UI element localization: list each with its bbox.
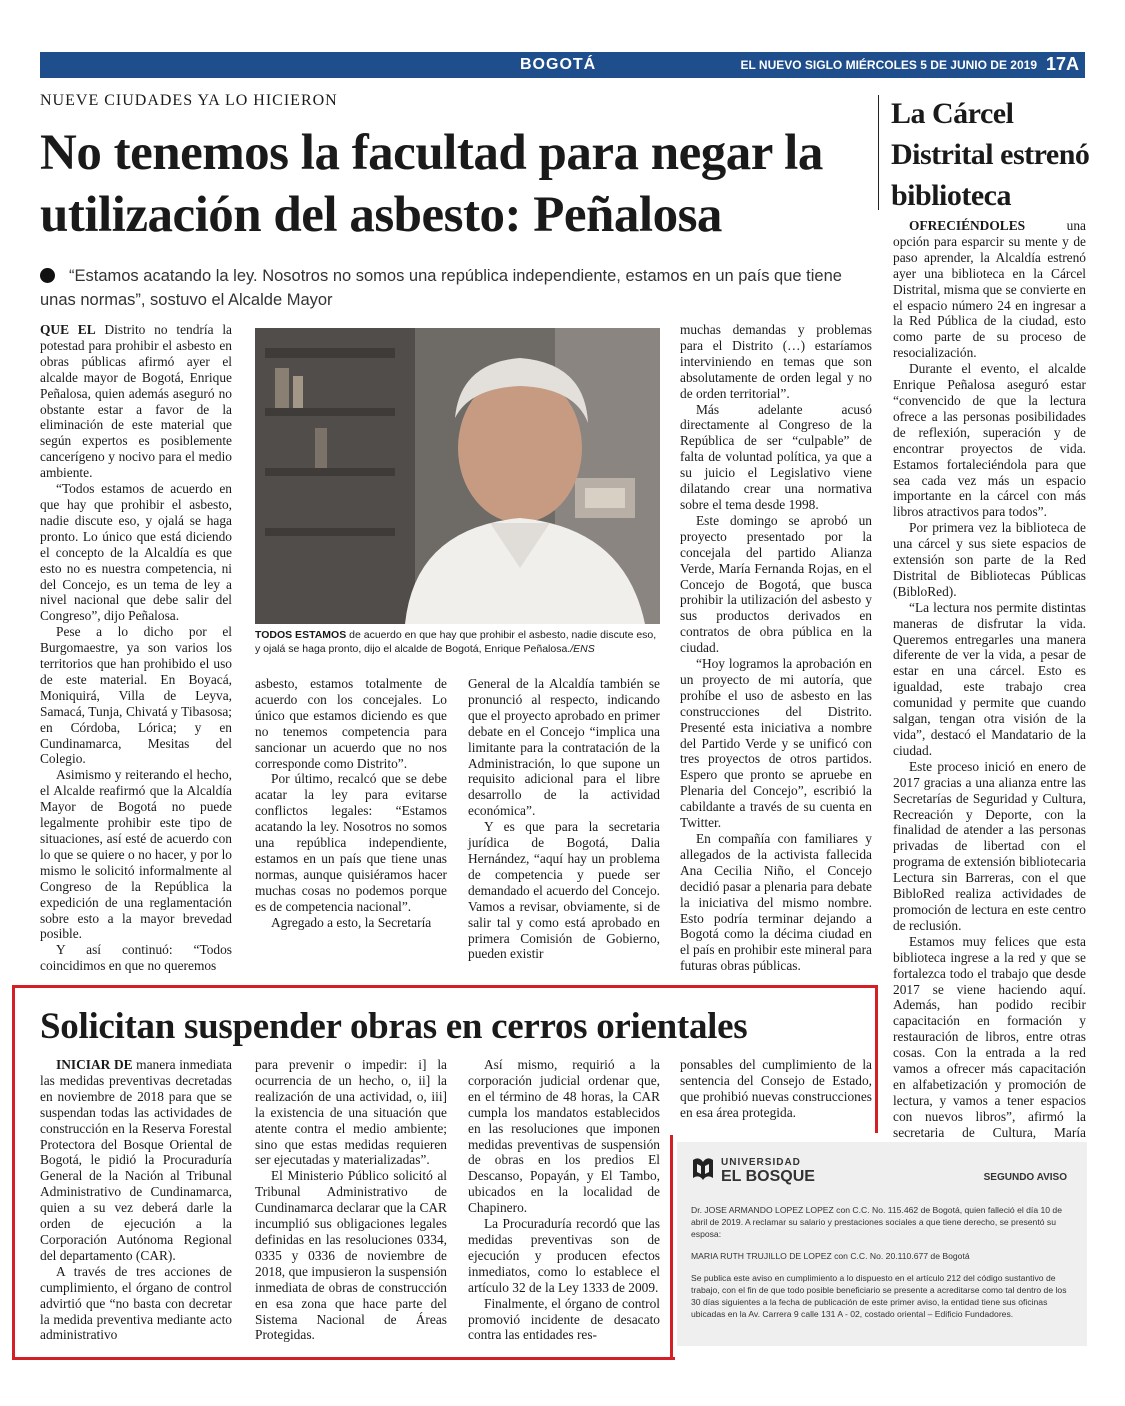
article-kicker: NUEVE CIUDADES YA LO HICIERON bbox=[40, 92, 338, 109]
paragraph: Pese a lo dicho por el Burgomaestre, ya son varios los territorios que han prohibido el uso de este material. En Boyacá, Moniquirá, Villa de Leyva, Samacá, Tunja, Chivatá y Tibasosa; en Córdoba, Lórica; y en Cundinamarca, Mesitas del Colegio. bbox=[40, 624, 232, 767]
main-column-4 bbox=[680, 322, 872, 974]
paragraph: Más adelante acusó directamente al Congreso de la República de ser “culpable” de falta de voluntad política, ya que a su juicio el Legislativo viene dilatando crear una normativa sobre el tema desde 1998. bbox=[680, 401, 872, 512]
paragraph: asbesto, estamos totalmente de acuerdo con los concejales. Lo único que estamos diciendo es que no tenemos competencia para sancionar un acuerdo que no nos corresponde como Distrito”. bbox=[255, 676, 447, 771]
paragraph: “Hoy logramos la aprobación en un proyecto de mi autoría, que prohíbe el uso de asbesto en las construcciones del Distrito. Presenté esta iniciativa a nombre del Partido Verde y se unificó con tres proyectos de otros partidos. Espero que pronto se apruebe en Plenaria del Concejo”, escribió la cabildante a través de su cuenta en Twitter. bbox=[680, 656, 872, 831]
photo-illustration bbox=[255, 328, 660, 624]
paragraph: General de la Alcaldía también se pronunció al respecto, indicando que el proyecto aprobado en primer debate en el Concejo “implica una limitante para la contratación de la Administración, lo que supone un requisito adicional para el libre desarrollo de la actividad económica”. bbox=[468, 676, 660, 819]
paragraph: Este proceso inició en enero de 2017 gracias a una alianza entre las Secretarías de Seguridad y Cultura, Recreación y Deporte, con la finalidad de atender a las personas privadas de libertad con el programa de extensión bibliotecaria Lectura sin Barreras, con el que BibloRed realiza actividades de promoción de lectura en este centro de reclusión. bbox=[893, 758, 1086, 933]
paragraph: A través de tres acciones de cumplimiento, el órgano de control advirtió que “no basta con decretar la medida preventiva mediante acto administrativo bbox=[40, 1263, 232, 1343]
mayor-photo bbox=[255, 328, 660, 624]
notice-paragraph: MARIA RUTH TRUJILLO DE LOPEZ con C.C. No. 20.110.677 de Bogotá bbox=[691, 1251, 970, 1261]
second-column-1 bbox=[40, 1057, 232, 1343]
lead-in: OFRECIÉNDOLES bbox=[909, 218, 1026, 233]
notice-body bbox=[691, 1204, 1071, 1330]
paragraph: Finalmente, el órgano de control promovió incidente de desacato contra las entidades res- bbox=[468, 1295, 660, 1343]
paragraph: Así mismo, requirió a la corporación judicial ordenar que, en el término de 48 horas, la CAR cumpla los mandatos establecidos en las resoluciones que imponen medidas preventivas de suspensión de obras en los predios El Descanso, Popayán, y El Tambo, ubicados en la localidad de Chapinero. bbox=[468, 1057, 660, 1216]
notice-paragraph: Dr. JOSE ARMANDO LOPEZ LOPEZ con C.C. No. 115.462 de Bogotá, quien falleció el día 10 de abril de 2019. A reclamar su salario y prestaciones sociales a que tiene derecho, se presentó su esposa: bbox=[691, 1205, 1062, 1239]
paragraph: Este domingo se aprobó un proyecto presentado por la concejala del partido Alianza Verde, María Fernanda Rojas, en el Concejo de Bogotá, que busca prohibir la utilización del asbesto y sus productos derivados en contratos de obra pública en la ciudad. bbox=[680, 512, 872, 656]
photo-caption bbox=[255, 628, 660, 656]
paragraph: Estamos muy felices que esta biblioteca ingrese a la red y que se fortalezca todo el trabajo que desde 2017 se viene haciendo aquí. Además, han podido recibir capacitación en formación y restauración de libros, entre otras cosas. Con la entrada a la red vamos a ofrecer más capacitación en alfabetización y promoción de lectura, y vamos a tener espacios con nuevos libros”, afirmó la secretaria de Cultura, María bbox=[893, 933, 1086, 1140]
paragraph: ponsables del cumplimiento de la sentencia del Consejo de Estado, que prohibió nuevas construcciones en esa área protegida. bbox=[680, 1057, 872, 1120]
main-column-2 bbox=[255, 676, 447, 931]
paragraph: “Todos estamos de acuerdo en que hay que prohibir el asbesto, nadie discute eso, y ojalá se haga pronto. Lo único que está diciendo el concepto de la Alcaldía es que esto no es nuestra competencia, ni del Concejo, es un tema de ley a nivel nacional que debe salir del Congreso”, dijo Peñalosa. bbox=[40, 481, 232, 624]
section-header-bar bbox=[40, 52, 1085, 78]
legal-notice bbox=[677, 1142, 1087, 1346]
second-column-2 bbox=[255, 1057, 447, 1343]
paragraph: para prevenir o impedir: i] la ocurrencia de un hecho, o, ii] la realización de una actividad, o, iii] la existencia de una situación que atente contra el medio ambiente; sino que estas medidas requieren ser ejecutadas y materializadas”. bbox=[255, 1057, 447, 1168]
paragraph: Asimismo y reiterando el hecho, el Alcalde reafirmó que la Alcaldía Mayor de Bogotá no puede legalmente prohibir este tipo de situaciones, así esté de acuerdo con lo que se quiere o no hacer, y por lo mismo le solicitó informalmente al Congreso de la República la expedición de una reglamentación sobre esto a la mayor brevedad posible. bbox=[40, 767, 232, 942]
main-column-3 bbox=[468, 676, 660, 962]
notice-tag: SEGUNDO AVISO bbox=[983, 1172, 1067, 1183]
second-column-4 bbox=[680, 1057, 872, 1121]
article-headline: No tenemos la facultad para negar la utilización del asbesto: Peñalosa bbox=[40, 125, 823, 243]
paragraph: La Procuraduría recordó que las medidas preventivas son de ejecución y producen efectos inmediatos, como lo establece el artículo 32 de la Ley 1333 de 2009. bbox=[468, 1216, 660, 1295]
paragraph-text: manera inmediata las medidas preventivas decretadas en noviembre de 2018 para que se suspendan todas las actividades de construcción en la Reserva Forestal Protectora del Bosque Oriental de Bogotá, le pidió la Procuraduría General de la Nación al Tribunal Administrativo de Cundinamarca, quien a su vez deberá darle la orden de ejecución a la Corporación Autónoma Regional del departamento (CAR). bbox=[40, 1057, 232, 1263]
paragraph: Por primera vez la biblioteca de una cárcel y sus siete espacios de extensión son parte de la Red Distrital de Bibliotecas Públicas (BibloRed). bbox=[893, 520, 1086, 599]
frame-edge bbox=[670, 1135, 673, 1360]
paragraph: muchas demandas y problemas para el Distrito (…) estaríamos interviniendo en temas que son absolutamente de orden legal y no de orden territorial”. bbox=[680, 322, 872, 401]
university-emblem-icon bbox=[691, 1156, 715, 1184]
sidebar-title: La Cárcel Distrital estrenó biblioteca bbox=[891, 97, 1090, 212]
bullet-dot-icon bbox=[40, 268, 55, 283]
second-article-title: Solicitan suspender obras en cerros orientales bbox=[40, 1006, 748, 1047]
paragraph bbox=[40, 322, 232, 481]
logo-text bbox=[721, 1156, 815, 1184]
university-logo bbox=[691, 1156, 815, 1184]
subhead-text: “Estamos acatando la ley. Nosotros no somos una república independiente, estamos en un país que tiene unas normas”, sostuvo el Alcalde Mayor bbox=[40, 267, 842, 309]
main-column-1 bbox=[40, 322, 232, 974]
section-name: BOGOTÁ bbox=[520, 56, 597, 73]
paragraph: Y es que para la secretaria jurídica de Bogotá, Dalia Hernández, “aquí hay un problema de competencia y puede ser demandado el acuerdo del Concejo. Vamos a revisar, obviamente, si de salir tal y como está aprobado en primera Comisión de Gobierno, pueden existir bbox=[468, 819, 660, 962]
paragraph: Agregado a esto, la Secretaría bbox=[271, 914, 432, 930]
second-column-3 bbox=[468, 1057, 660, 1343]
caption-text: de acuerdo en que hay que prohibir el asbesto, nadie discute eso, y ojalá se haga pronto, dijo el alcalde de Bogotá, Enrique Peñalosa. bbox=[255, 629, 657, 655]
paragraph: Y así continuó: “Todos coincidimos en que no queremos bbox=[40, 942, 232, 974]
article-subhead bbox=[40, 264, 860, 312]
paragraph: “La lectura nos permite distintas maneras de disfrutar la vida. Queremos entregarles una manera diferente de ver la vida, a pesar de estar en una cárcel. Esto es igualdad, este trabajo crea comunidad y permite que cuando salgan, tengan otra visión de la vida”, destacó el Mandatario de la ciudad. bbox=[893, 599, 1086, 758]
paragraph-text: una opción para esparcir su mente y de paso aprender, la Alcaldía estrenó ayer una biblioteca en la Cárcel Distrital, misma que se convierte en el espacio número 24 en ingresar a la Red Pública de la ciudad, esto como parte de su proceso de resocialización. bbox=[893, 218, 1086, 361]
lead-in: QUE EL bbox=[40, 322, 96, 337]
paragraph-text: Distrito no tendría la potestad para prohibir el asbesto en obras públicas afirmó ayer el alcalde mayor de Bogotá, Enrique Peñalosa, quien además aseguró no obstante estar a favor de la eliminación de este material que según expertos es posiblemente cancerígeno y nocivo para el medio ambiente. bbox=[40, 322, 232, 481]
sidebar-column bbox=[893, 218, 1086, 1156]
paragraph bbox=[893, 218, 1086, 361]
paragraph: El Ministerio Público solicitó al Tribunal Administrativo de Cundinamarca declarar que la CAR incumplió sus obligaciones legales definidas en las resoluciones 0334, 0335 y 0336 de noviembre de 2018, que impusieron la suspensión inmediata de obras de construcción en esa zona que hace parte del Sistema Nacional de Áreas Protegidas. bbox=[255, 1168, 447, 1343]
caption-lead: TODOS ESTAMOS bbox=[255, 629, 347, 641]
logo-small-text: UNIVERSIDAD bbox=[721, 1157, 801, 1168]
lead-in: INICIAR DE bbox=[56, 1057, 133, 1072]
logo-big-text: EL BOSQUE bbox=[721, 1168, 815, 1185]
issue-info: EL NUEVO SIGLO MIÉRCOLES 5 DE JUNIO DE 2019 bbox=[740, 58, 1037, 72]
paragraph: En compañía con familiares y allegados de la activista fallecida Ana Cecilia Niño, el Concejo decidió pasar a plenaria para debate la iniciativa del mismo nombre. Esto podría terminar dejando a Bogotá como la décima ciudad en el país en prohibir este mineral para futuras obras públicas. bbox=[680, 831, 872, 974]
paragraph: Durante el evento, el alcalde Enrique Peñalosa aseguró estar “convencido de que la lectura ofrece a las personas posibilidades de reflexión, superación y de encontrar proyectos de vida. Estamos fortaleciéndola para que sea cada vez más un espacio importante en la cárcel con más libros atractivos para todos”. bbox=[893, 361, 1086, 520]
photo-credit: /ENS bbox=[570, 643, 595, 655]
paragraph bbox=[40, 1057, 232, 1264]
page-number: 17A bbox=[1045, 54, 1079, 74]
sidebar-divider bbox=[878, 95, 879, 210]
paragraph: Por último, recalcó que se debe acatar la ley para evitarse conflictos legales: “Estamos acatando la ley. Nosotros no somos una república independiente, estamos en un país que tiene unas normas, aunque quisiéramos hacer muchas cosas no podemos porque es de competencia nacional”. bbox=[255, 771, 447, 914]
notice-paragraph: Se publica este aviso en cumplimiento a lo dispuesto en el artículo 212 del código sustantivo de trabajo, con el fin de que todo posible beneficiario se presente a acreditarse como tal dentro de los 30 días siguientes a la fecha de publicación de este primer aviso, la entidad tiene sus oficinas ubicadas en la Av. Carrera 9 calle 131 A - 02, costado oriental – Edificio Fundadores. bbox=[691, 1273, 1067, 1319]
